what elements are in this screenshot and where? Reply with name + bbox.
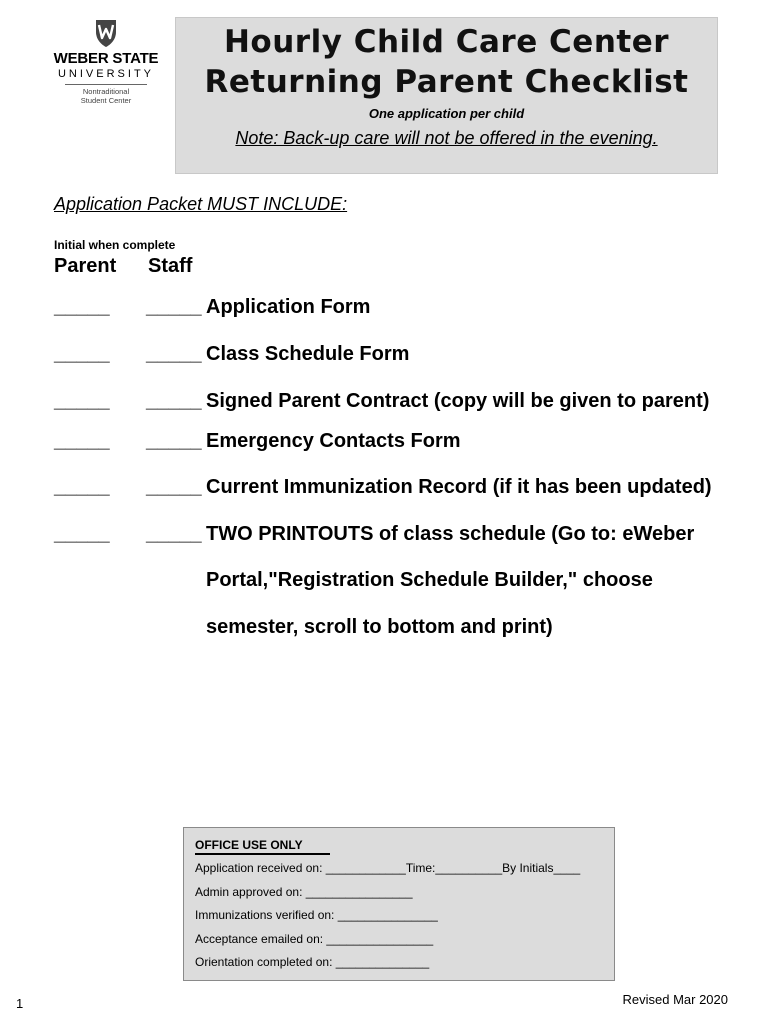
- checklist-item-label: Class Schedule Form: [206, 343, 410, 365]
- checklist-item-label: Application Form: [206, 296, 371, 318]
- checklist-item-label: Current Immunization Record (if it has been updated): [206, 476, 712, 498]
- weber-state-shield-icon: [94, 18, 118, 48]
- logo-university-name: WEBER STATE: [53, 50, 159, 67]
- office-acceptance-emailed[interactable]: Acceptance emailed on: ________________: [195, 932, 434, 946]
- checklist-row: [0, 430, 770, 460]
- revision-date: Revised Mar 2020: [622, 992, 728, 1007]
- checklist-item-continuation: semester, scroll to bottom and print): [206, 616, 553, 638]
- checklist-row-continuation: [0, 616, 770, 646]
- staff-initial-blank[interactable]: _____: [146, 390, 202, 412]
- university-logo: [50, 18, 162, 105]
- checklist-item-label: Signed Parent Contract (copy will be given to parent): [206, 390, 710, 412]
- parent-initial-blank[interactable]: _____: [54, 343, 110, 365]
- checklist-item-label: TWO PRINTOUTS of class schedule (Go to: eWeber: [206, 523, 695, 545]
- checklist-row: [0, 343, 770, 373]
- header-box: [175, 17, 718, 174]
- staff-initial-blank[interactable]: _____: [146, 296, 202, 318]
- staff-initial-blank[interactable]: _____: [146, 523, 202, 545]
- page-title-line1: Hourly Child Care Center: [223, 24, 670, 60]
- office-use-box: [183, 827, 615, 981]
- page-number: 1: [16, 996, 24, 1011]
- logo-department-line1: Nontraditional: [82, 87, 130, 96]
- office-immunizations-verified[interactable]: Immunizations verified on: _______________: [195, 908, 438, 922]
- parent-initial-blank[interactable]: _____: [54, 476, 110, 498]
- checklist-row: [0, 390, 770, 420]
- office-use-title: OFFICE USE ONLY: [195, 838, 330, 855]
- parent-initial-blank[interactable]: _____: [54, 430, 110, 452]
- checklist-item-continuation: Portal,"Registration Schedule Builder," choose: [206, 569, 653, 591]
- packet-heading: Application Packet MUST INCLUDE:: [54, 194, 348, 214]
- page-subtitle: One application per child: [368, 106, 525, 121]
- checklist-row: [0, 296, 770, 326]
- initial-note: Initial when complete: [54, 238, 176, 252]
- parent-initial-blank[interactable]: _____: [54, 296, 110, 318]
- parent-initial-blank[interactable]: _____: [54, 523, 110, 545]
- logo-department-line2: Student Center: [80, 96, 132, 105]
- page-title-line2: Returning Parent Checklist: [204, 64, 689, 100]
- parent-initial-blank[interactable]: _____: [54, 390, 110, 412]
- logo-university-word: UNIVERSITY: [57, 68, 154, 80]
- office-admin-approved[interactable]: Admin approved on: ________________: [195, 885, 413, 899]
- checklist-row: [0, 476, 770, 506]
- checklist-row-continuation: [0, 569, 770, 599]
- header-note: Note: Back-up care will not be offered in the evening.: [235, 128, 658, 148]
- checklist-row: [0, 523, 770, 553]
- checklist-item-label: Emergency Contacts Form: [206, 430, 461, 452]
- office-orientation-completed[interactable]: Orientation completed on: ______________: [195, 955, 430, 969]
- column-header-staff: Staff: [148, 255, 193, 277]
- logo-divider: [65, 84, 147, 85]
- staff-initial-blank[interactable]: _____: [146, 476, 202, 498]
- staff-initial-blank[interactable]: _____: [146, 430, 202, 452]
- staff-initial-blank[interactable]: _____: [146, 343, 202, 365]
- office-application-received[interactable]: Application received on: ____________Time:__________By Initials____: [195, 861, 581, 875]
- column-header-parent: Parent: [54, 255, 117, 277]
